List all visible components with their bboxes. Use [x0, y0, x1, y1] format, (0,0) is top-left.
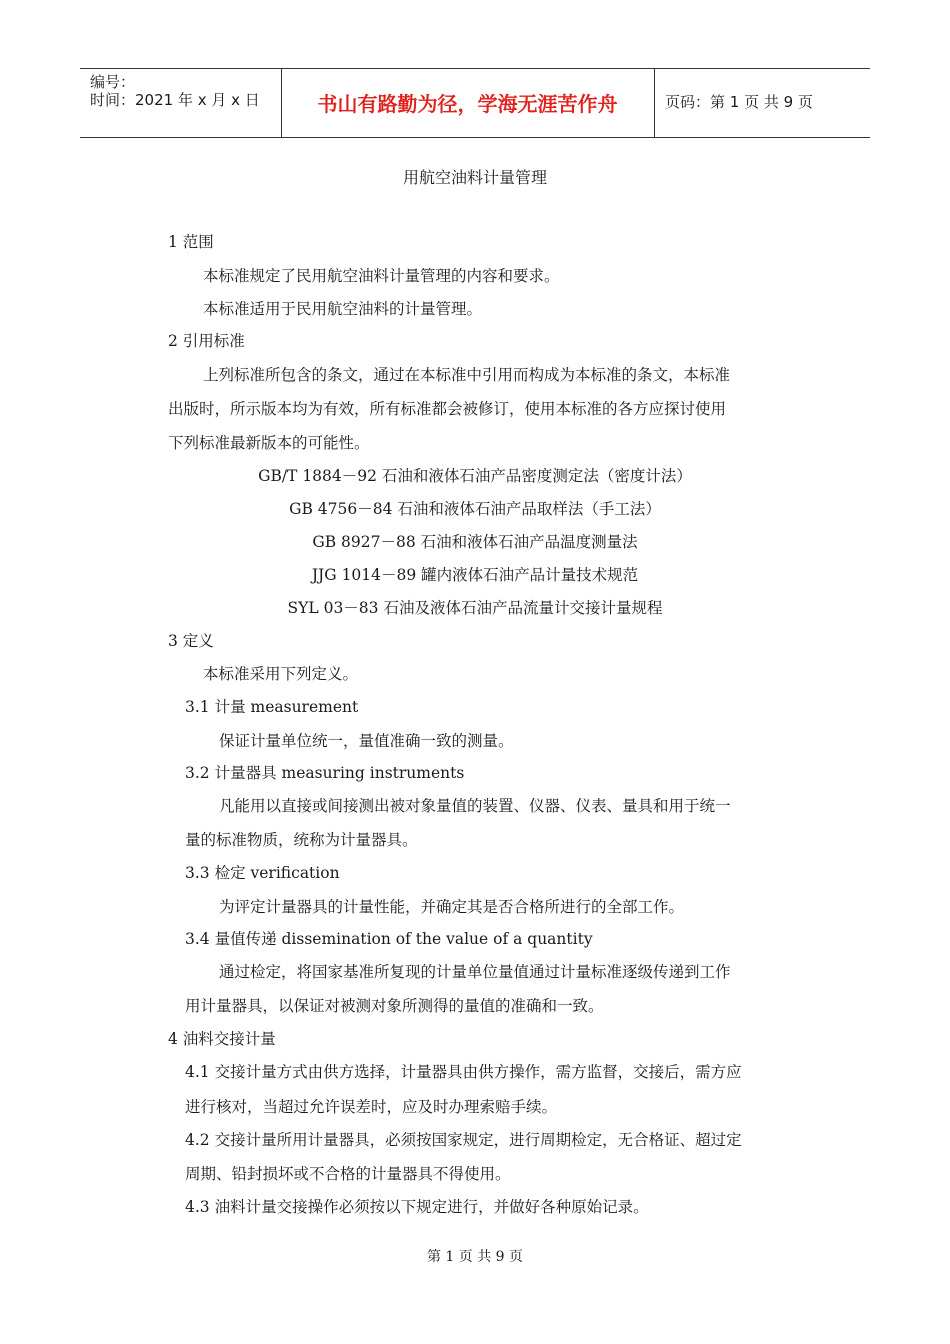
paragraph-line: 周期、铅封损坏或不合格的计量器具不得使用。: [185, 1165, 511, 1183]
standard-reference: GB 8927－88 石油和液体石油产品温度测量法: [312, 533, 638, 551]
document-title: 用航空油料计量管理: [402, 168, 547, 187]
section-heading: 1 范围: [168, 233, 214, 251]
paragraph-line: 用计量器具，以保证对被测对象所测得的量值的准确和一致。: [185, 997, 604, 1015]
standard-reference: GB 4756－84 石油和液体石油产品取样法（手工法）: [289, 500, 661, 518]
paragraph-line: 本标准适用于民用航空油料的计量管理。: [203, 300, 483, 318]
paragraph-line: 量的标准物质，统称为计量器具。: [185, 831, 418, 849]
section-heading: 2 引用标准: [168, 332, 245, 350]
subsection-heading: 3.1 计量 measurement: [185, 698, 359, 716]
paragraph-line: 4.1 交接计量方式由供方选择，计量器具由供方操作，需方监督，交接后，需方应: [185, 1063, 742, 1081]
paragraph-line: 进行核对，当超过允许误差时，应及时办理索赔手续。: [185, 1098, 558, 1116]
document-header: [80, 68, 870, 138]
standard-reference: GB/T 1884－92 石油和液体石油产品密度测定法（密度计法）: [258, 467, 692, 485]
paragraph-line: 上列标准所包含的条文，通过在本标准中引用而构成为本标准的条文，本标准: [203, 366, 731, 384]
paragraph-line: 4.2 交接计量所用计量器具，必须按国家规定，进行周期检定，无合格证、超过定: [185, 1131, 742, 1149]
paragraph-line: 4.3 油料计量交接操作必须按以下规定进行，并做好各种原始记录。: [185, 1198, 649, 1216]
paragraph-line: 凡能用以直接或间接测出被对象量值的装置、仪器、仪表、量具和用于统一: [219, 797, 731, 815]
number-label: 编号：: [90, 73, 136, 91]
header-meta-cell: [80, 69, 282, 137]
paragraph-line: 本标准规定了民用航空油料计量管理的内容和要求。: [203, 267, 560, 285]
section-heading: 3 定义: [168, 632, 214, 650]
section-heading: 4 油料交接计量: [168, 1030, 276, 1048]
header-motto-cell: [281, 69, 655, 137]
paragraph-line: 下列标准最新版本的可能性。: [168, 434, 370, 452]
paragraph-line: 通过检定，将国家基准所复现的计量单位量值通过计量标准逐级传递到工作: [219, 963, 731, 981]
subsection-heading: 3.4 量值传递 dissemination of the value of a quantity: [185, 930, 593, 948]
time-label: 时间：2021 年 x 月 x 日: [90, 91, 260, 109]
page-footer: 第 1 页 共 9 页: [426, 1249, 524, 1265]
paragraph-line: 出版时，所示版本均为有效，所有标准都会被修订，使用本标准的各方应探讨使用: [168, 400, 727, 418]
standard-reference: SYL 03－83 石油及液体石油产品流量计交接计量规程: [287, 599, 663, 617]
header-motto: 书山有路勤为径，学海无涯苦作舟: [317, 92, 618, 116]
subsection-heading: 3.2 计量器具 measuring instruments: [185, 764, 465, 782]
paragraph-line: 本标准采用下列定义。: [203, 665, 359, 683]
paragraph-line: 保证计量单位统一，量值准确一致的测量。: [219, 732, 514, 750]
standard-reference: JJG 1014－89 罐内液体石油产品计量技术规范: [311, 566, 639, 584]
paragraph-line: 为评定计量器具的计量性能，并确定其是否合格所进行的全部工作。: [219, 898, 685, 916]
subsection-heading: 3.3 检定 verification: [185, 864, 340, 882]
header-page-info: 页码：第 1 页 共 9 页: [665, 93, 813, 111]
header-page-cell: [655, 69, 870, 137]
